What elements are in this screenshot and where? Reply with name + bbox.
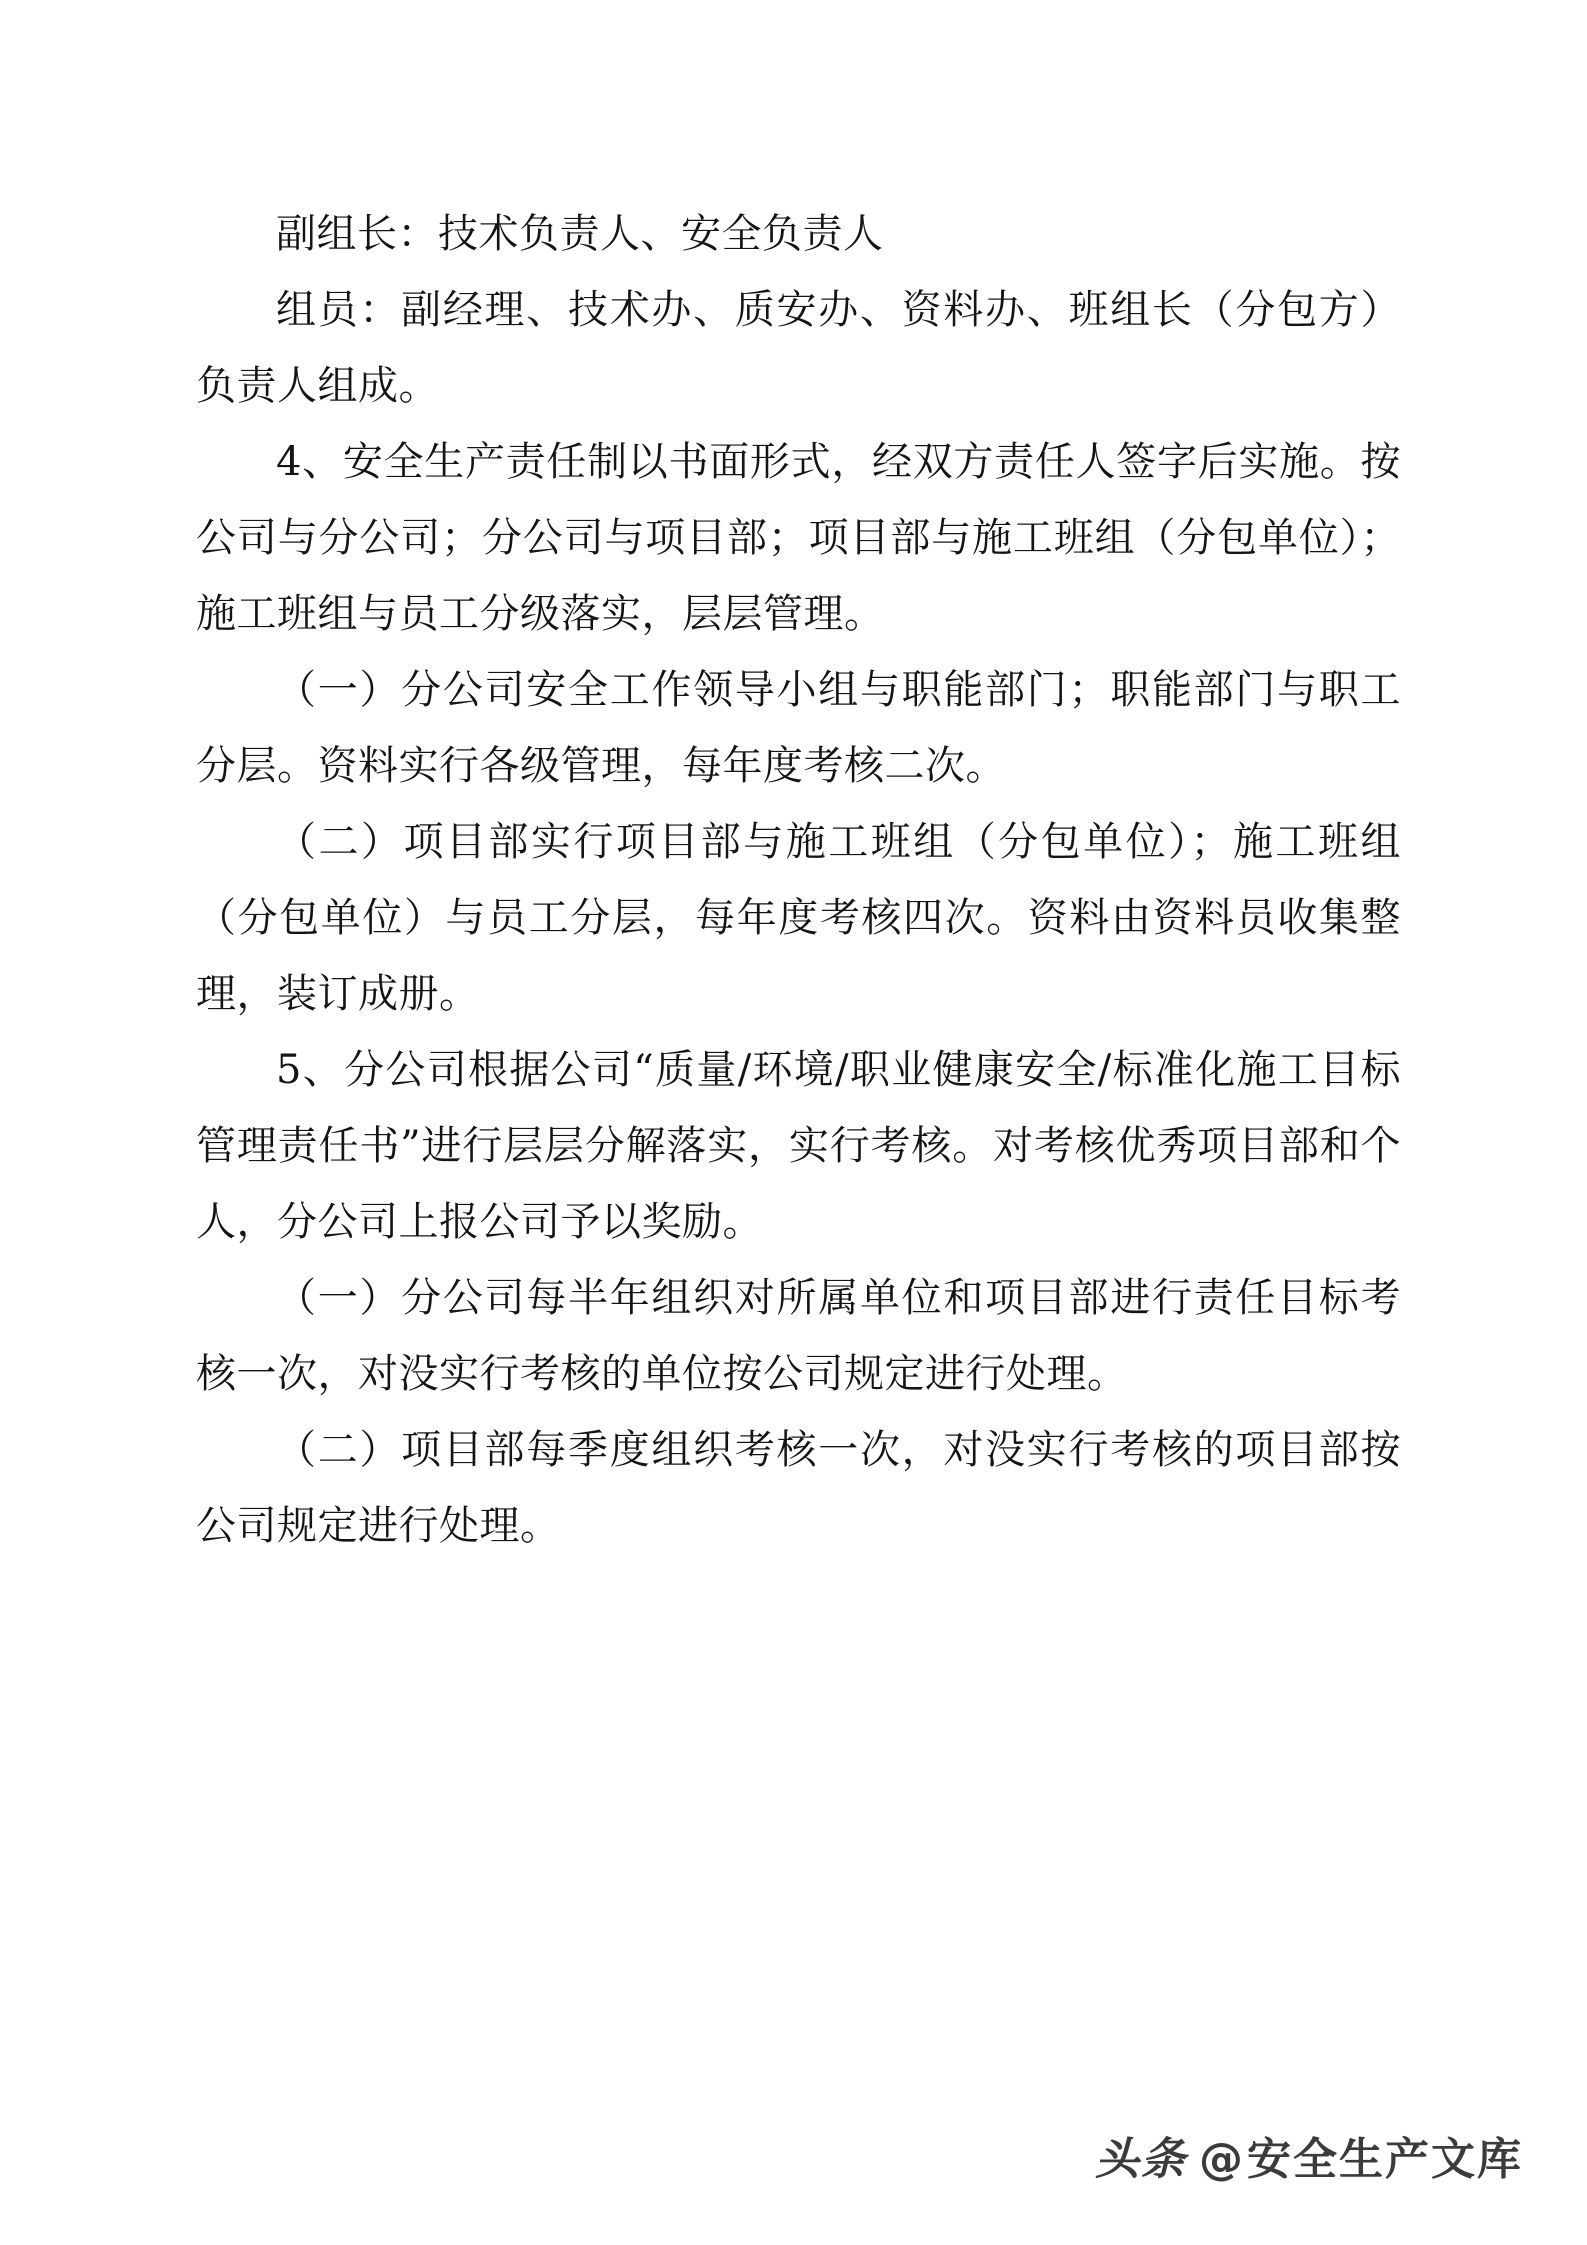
paragraph-item-5: 5、分公司根据公司“质量/环境/职业健康安全/标准化施工目标管理责任书”进行层层分解落实，实行考核。对考核优秀项目部和个人，分公司上报公司予以奖励。	[196, 1047, 1401, 1245]
paragraph-deputy-leader: 副组长：技术负责人、安全负责人	[276, 211, 884, 257]
watermark-at-symbol: @	[1199, 2134, 1245, 2185]
paragraph-item-4-sub-2: （二）项目部实行项目部与施工班组（分包单位）；施工班组（分包单位）与员工分层，每年度考核四次。资料由资料员收集整理，装订成册。	[196, 819, 1401, 1017]
paragraph-item-5-sub-2: （二）项目部每季度组织考核一次，对没实行考核的项目部按公司规定进行处理。	[196, 1427, 1401, 1549]
watermark	[1095, 2123, 1523, 2187]
watermark-account-name: 安全生产文库	[1247, 2134, 1523, 2185]
watermark-brand: 头条	[1095, 2134, 1187, 2185]
paragraph-item-4: 4、安全生产责任制以书面形式，经双方责任人签字后实施。按公司与分公司；分公司与项目部；项目部与施工班组（分包单位）；施工班组与员工分级落实，层层管理。	[196, 439, 1401, 637]
document-text-body	[196, 196, 1401, 1564]
paragraph-item-4-sub-1: （一）分公司安全工作领导小组与职能部门；职能部门与职工分层。资料实行各级管理，每年度考核二次。	[196, 667, 1401, 789]
paragraph-item-5-sub-1: （一）分公司每半年组织对所属单位和项目部进行责任目标考核一次，对没实行考核的单位按公司规定进行处理。	[196, 1275, 1401, 1397]
paragraph-members: 组员：副经理、技术办、质安办、资料办、班组长（分包方）负责人组成。	[196, 287, 1401, 409]
